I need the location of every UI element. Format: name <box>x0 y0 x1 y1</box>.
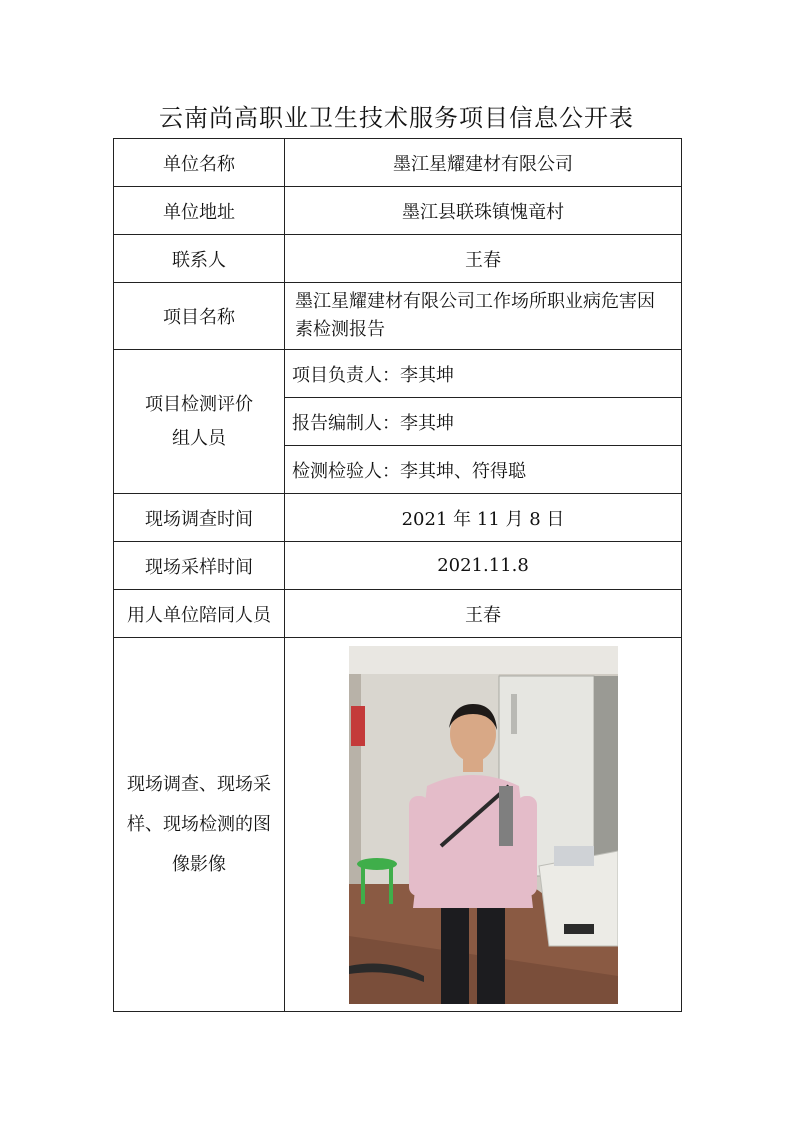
team-writer-value: 报告编制人：李其坤 <box>285 398 682 446</box>
site-photo <box>349 646 618 1004</box>
unit-name-value: 墨江星耀建材有限公司 <box>285 139 682 187</box>
images-label-line2: 样、现场检测的图 <box>127 813 271 835</box>
site-photo-illustration <box>349 646 618 1004</box>
row-unit-name <box>114 139 682 187</box>
unit-name-label: 单位名称 <box>114 139 285 187</box>
sampling-time-label: 现场采样时间 <box>114 542 285 590</box>
team-leader-value: 项目负责人：李其坤 <box>285 350 682 398</box>
row-images <box>114 638 682 1012</box>
row-escort <box>114 590 682 638</box>
team-label-text <box>145 388 253 456</box>
unit-address-label: 单位地址 <box>114 187 285 235</box>
project-name-value: 墨江星耀建材有限公司工作场所职业病危害因素检测报告 <box>285 283 682 350</box>
row-project-name <box>114 283 682 350</box>
images-label-text <box>127 765 271 885</box>
row-contact <box>114 235 682 283</box>
team-label <box>114 350 285 494</box>
team-label-line1: 项目检测评价 <box>145 393 253 415</box>
escort-value: 王春 <box>285 590 682 638</box>
images-label-line1: 现场调查、现场采 <box>127 773 271 795</box>
project-name-label: 项目名称 <box>114 283 285 350</box>
team-inspector-value: 检测检验人：李其坤、符得聪 <box>285 446 682 494</box>
unit-address-value: 墨江县联珠镇愧竜村 <box>285 187 682 235</box>
row-team-leader <box>114 350 682 398</box>
survey-time-value: 2021 年 11 月 8 日 <box>285 494 682 542</box>
survey-time-label: 现场调查时间 <box>114 494 285 542</box>
contact-value: 王春 <box>285 235 682 283</box>
row-unit-address <box>114 187 682 235</box>
images-label <box>114 638 285 1012</box>
images-label-line3: 像影像 <box>172 853 226 875</box>
info-table <box>113 138 682 1012</box>
contact-label: 联系人 <box>114 235 285 283</box>
escort-label: 用人单位陪同人员 <box>114 590 285 638</box>
page-title: 云南尚高职业卫生技术服务项目信息公开表 <box>159 104 634 132</box>
row-survey-time <box>114 494 682 542</box>
sampling-time-value: 2021.11.8 <box>285 542 682 590</box>
team-label-line2: 组人员 <box>172 427 226 449</box>
row-sampling-time <box>114 542 682 590</box>
images-cell <box>285 638 682 1012</box>
